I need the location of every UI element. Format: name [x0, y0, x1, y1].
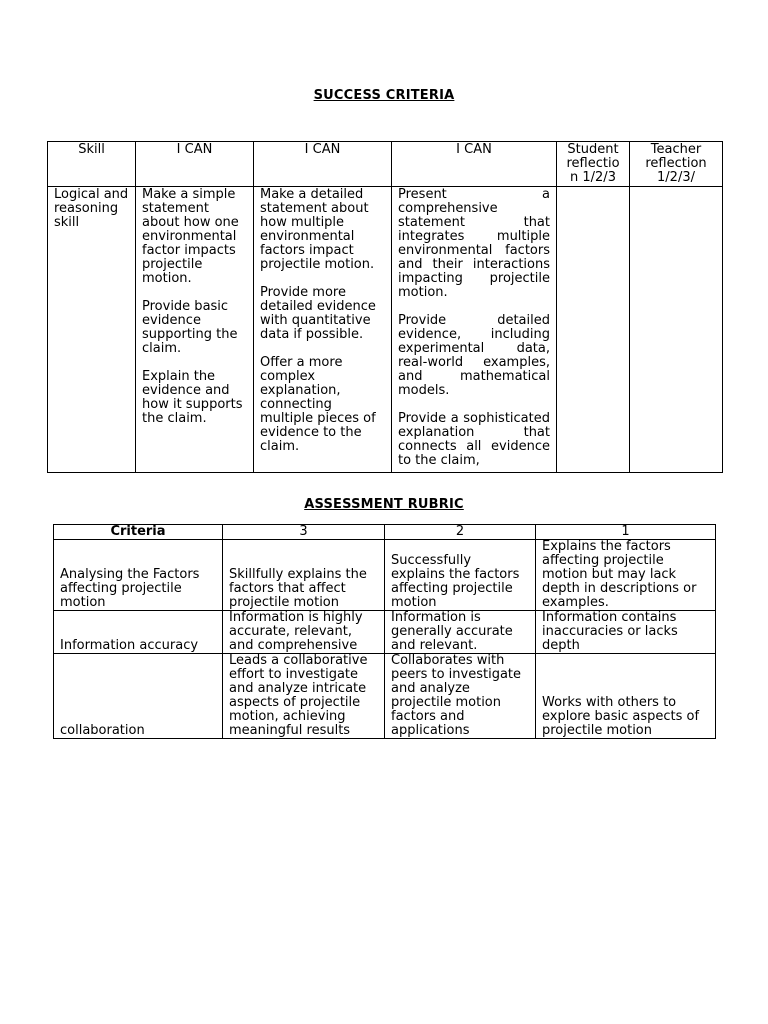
level-1-evidence: Provide basic evidence supporting the claim. [142, 299, 238, 356]
level-1-explanation: Explain the evidence and how it supports the claim. [142, 369, 243, 426]
score-1-cell: Information contains inaccuracies or lacks depth [536, 611, 716, 654]
score-3-cell: Skillfully explains the factors that affect projectile motion [223, 540, 385, 611]
i-can-level-2-cell [254, 187, 392, 473]
i-can-level-1-cell [136, 187, 254, 473]
rubric-row-information-accuracy [54, 611, 716, 654]
level-3-explanation: Provide a sophisticated explanation that connects all evidence to the claim, [398, 411, 550, 468]
score-2-cell: Information is generally accurate and relevant. [385, 611, 536, 654]
score-3-cell: Information is highly accurate, relevant, and comprehensive [223, 611, 385, 654]
assessment-rubric-table [53, 524, 716, 739]
student-reflection-cell[interactable] [557, 187, 630, 473]
success-body-row [48, 187, 723, 473]
header-student-reflection: Student reflectio n 1/2/3 [557, 142, 630, 187]
score-1-cell: Explains the factors affecting projectile motion but may lack depth in descriptions or examples. [536, 540, 716, 611]
header-teacher-reflection: Teacher reflection 1/2/3/ [630, 142, 723, 187]
rubric-row-collaboration [54, 654, 716, 739]
criteria-cell: Information accuracy [54, 611, 223, 654]
level-2-evidence: Provide more detailed evidence with quantitative data if possible. [260, 285, 376, 342]
level-2-statement: Make a detailed statement about how multiple environmental factors impact projectile motion. [260, 187, 375, 272]
score-1-cell: Works with others to explore basic aspects of projectile motion [536, 654, 716, 739]
header-criteria: Criteria [54, 525, 223, 540]
header-score-1: 1 [536, 525, 716, 540]
criteria-cell: collaboration [54, 654, 223, 739]
score-2-cell: Collaborates with peers to investigate and analyze projectile motion factors and applications [385, 654, 536, 739]
success-criteria-table [47, 141, 723, 473]
assessment-rubric-title: ASSESSMENT RUBRIC [304, 497, 464, 512]
rubric-row-analysing [54, 540, 716, 611]
score-2-cell: Successfully explains the factors affecting projectile motion [385, 540, 536, 611]
success-criteria-title: SUCCESS CRITERIA [313, 88, 455, 103]
skill-cell: Logical and reasoning skill [48, 187, 136, 473]
criteria-cell: Analysing the Factors affecting projectile motion [54, 540, 223, 611]
level-2-explanation: Offer a more complex explanation, connecting multiple pieces of evidence to the claim. [260, 355, 376, 454]
rubric-header-row [54, 525, 716, 540]
i-can-level-3-cell [392, 187, 557, 473]
score-3-cell: Leads a collaborative effort to investigate and analyze intricate aspects of projectile motion, achieving meaningful results [223, 654, 385, 739]
header-skill: Skill [48, 142, 136, 187]
level-3-evidence: Provide detailed evidence, including experimental data, real-world examples, and mathematical models. [398, 313, 550, 398]
header-i-can-1: I CAN [136, 142, 254, 187]
success-header-row [48, 142, 723, 187]
header-i-can-3: I CAN [392, 142, 557, 187]
level-1-statement: Make a simple statement about how one environmental factor impacts projectile motion. [142, 187, 239, 286]
header-i-can-2: I CAN [254, 142, 392, 187]
level-3-statement: Present a comprehensive statement that integrates multiple environmental factors and their interactions impacting projectile motion. [398, 187, 550, 300]
header-score-3: 3 [223, 525, 385, 540]
header-score-2: 2 [385, 525, 536, 540]
teacher-reflection-cell[interactable] [630, 187, 723, 473]
